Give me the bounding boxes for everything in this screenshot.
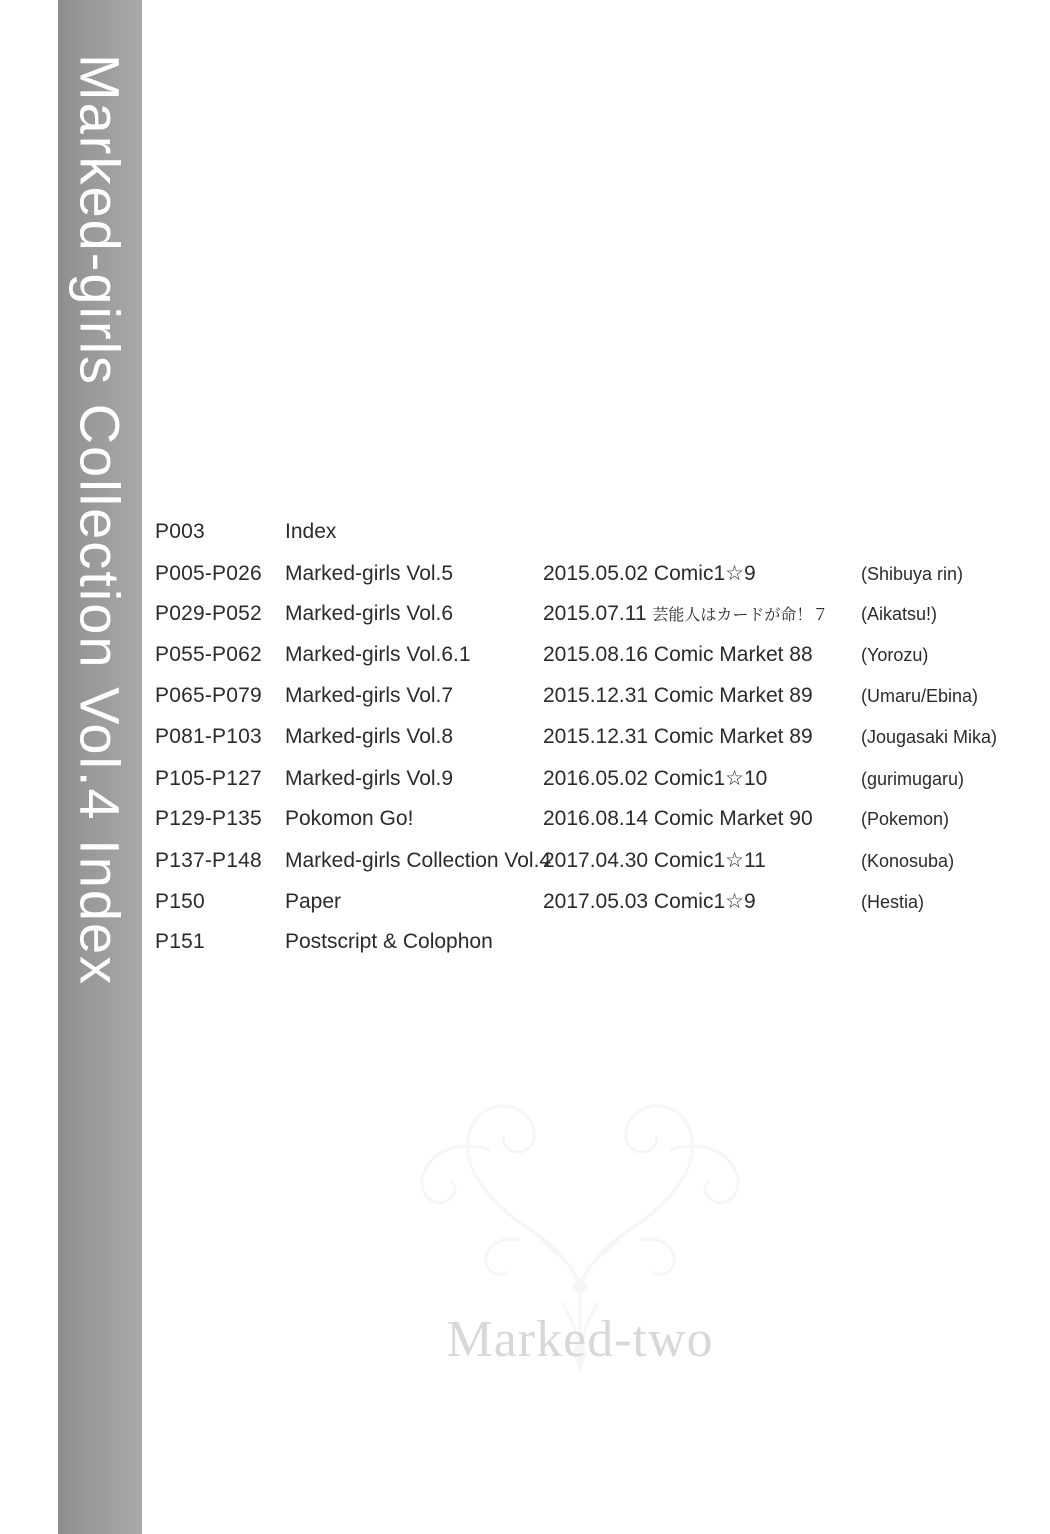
row-note: (Hestia) xyxy=(861,892,925,912)
row-event: 2016.08.14 Comic Market 90 xyxy=(543,807,813,830)
row-pages: P029-P052 xyxy=(155,602,262,625)
row-title: Index xyxy=(285,520,337,543)
row-event: 2015.12.31 Comic Market 89 xyxy=(543,725,813,748)
row-pages: P003 xyxy=(155,520,205,543)
table-row xyxy=(155,561,1025,602)
row-pages: P137-P148 xyxy=(155,849,262,872)
row-title: Marked-girls Vol.5 xyxy=(285,562,454,585)
table-row xyxy=(155,602,1025,643)
table-row xyxy=(155,766,1025,807)
row-pages: P151 xyxy=(155,930,205,953)
row-title: Pokomon Go! xyxy=(285,807,414,830)
index-table xyxy=(155,520,1025,971)
row-pages: P150 xyxy=(155,890,205,913)
row-pages: P081-P103 xyxy=(155,725,262,748)
row-pages: P065-P079 xyxy=(155,684,262,707)
row-event: 2015.05.02 Comic1☆9 xyxy=(543,562,756,585)
row-title: Marked-girls Vol.6 xyxy=(285,602,454,625)
row-event: 2017.04.30 Comic1☆11 xyxy=(543,849,766,872)
spine-title-text: Marked-girls Collection Vol.4 Index xyxy=(68,54,132,987)
row-note: (gurimugaru) xyxy=(861,769,965,789)
row-note: (Shibuya rin) xyxy=(861,564,964,584)
brand-watermark: Marked-two xyxy=(446,1311,714,1368)
row-title: Postscript & Colophon xyxy=(285,930,493,953)
row-note: (Konosuba) xyxy=(861,851,955,871)
row-title: Marked-girls Vol.7 xyxy=(285,684,454,707)
table-row xyxy=(155,643,1025,684)
row-event: 2015.08.16 Comic Market 88 xyxy=(543,643,813,666)
row-title: Marked-girls Collection Vol.4 xyxy=(285,849,552,872)
table-row xyxy=(155,520,1025,561)
spine-title xyxy=(58,0,142,1534)
table-row xyxy=(155,725,1025,766)
row-event: 2016.05.02 Comic1☆10 xyxy=(543,767,768,790)
table-row xyxy=(155,930,1025,971)
table-row xyxy=(155,684,1025,725)
row-title: Marked-girls Vol.8 xyxy=(285,725,454,748)
row-note: (Aikatsu!) xyxy=(861,604,938,624)
row-pages: P105-P127 xyxy=(155,767,262,790)
row-note: (Jougasaki Mika) xyxy=(861,727,998,747)
row-pages: P129-P135 xyxy=(155,807,262,830)
row-pages: P055-P062 xyxy=(155,643,262,666)
row-title: Paper xyxy=(285,890,342,913)
row-pages: P005-P026 xyxy=(155,562,262,585)
table-row xyxy=(155,848,1025,889)
row-note: (Yorozu) xyxy=(861,645,929,665)
row-title: Marked-girls Vol.6.1 xyxy=(285,643,471,666)
row-title: Marked-girls Vol.9 xyxy=(285,767,454,790)
row-event: 2015.12.31 Comic Market 89 xyxy=(543,684,813,707)
row-note: (Pokemon) xyxy=(861,809,950,829)
row-event: 2015.07.11 芸能人はカードが命！７ xyxy=(543,602,829,625)
row-event: 2017.05.03 Comic1☆9 xyxy=(543,890,756,913)
table-row xyxy=(155,807,1025,848)
row-note: (Umaru/Ebina) xyxy=(861,686,979,706)
table-row xyxy=(155,889,1025,930)
